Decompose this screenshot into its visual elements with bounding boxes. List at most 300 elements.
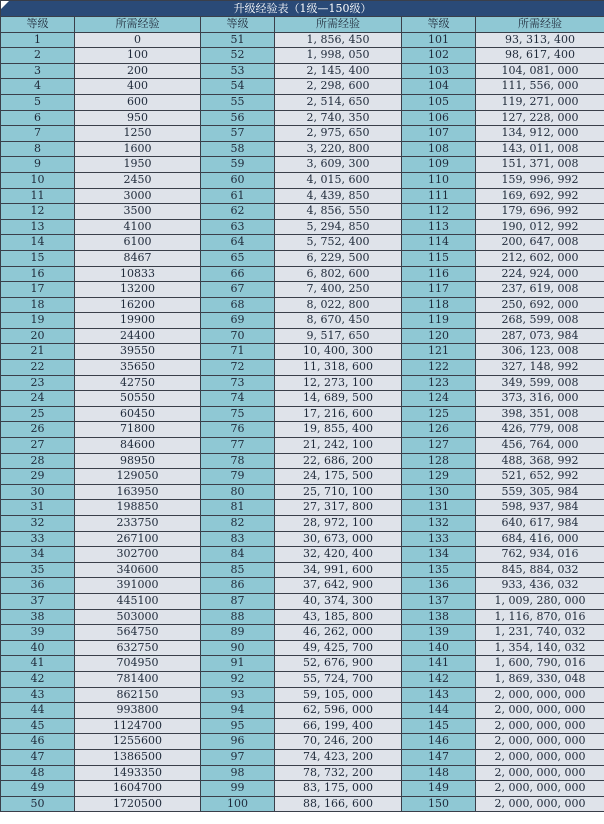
level-cell: 61 xyxy=(201,188,275,204)
xp-cell: 13200 xyxy=(75,282,201,298)
xp-cell: 24400 xyxy=(75,328,201,344)
xp-cell: 600 xyxy=(75,94,201,110)
level-cell: 15 xyxy=(1,250,75,266)
level-cell: 77 xyxy=(201,438,275,454)
xp-cell: 398, 351, 008 xyxy=(476,406,604,422)
level-cell: 120 xyxy=(402,328,476,344)
level-cell: 14 xyxy=(1,235,75,251)
level-cell: 108 xyxy=(402,141,476,157)
level-cell: 63 xyxy=(201,219,275,235)
level-cell: 139 xyxy=(402,625,476,641)
level-cell: 9 xyxy=(1,157,75,173)
level-cell: 101 xyxy=(402,32,476,48)
xp-cell: 16200 xyxy=(75,297,201,313)
level-cell: 117 xyxy=(402,282,476,298)
xp-cell: 2, 298, 600 xyxy=(275,79,402,95)
xp-cell: 39550 xyxy=(75,344,201,360)
xp-cell: 1250 xyxy=(75,126,201,142)
xp-cell: 268, 599, 008 xyxy=(476,313,604,329)
table-row xyxy=(1,718,604,734)
table-row xyxy=(1,344,604,360)
table-row xyxy=(1,671,604,687)
xp-cell: 2, 514, 650 xyxy=(275,94,402,110)
level-cell: 107 xyxy=(402,126,476,142)
header-xp-2: 所需经验 xyxy=(275,17,402,33)
level-cell: 49 xyxy=(1,781,75,797)
level-cell: 142 xyxy=(402,671,476,687)
xp-cell: 267100 xyxy=(75,531,201,547)
level-cell: 52 xyxy=(201,48,275,64)
table-row xyxy=(1,32,604,48)
level-cell: 85 xyxy=(201,562,275,578)
level-cell: 42 xyxy=(1,671,75,687)
xp-cell: 1600 xyxy=(75,141,201,157)
xp-cell: 60450 xyxy=(75,406,201,422)
level-cell: 135 xyxy=(402,562,476,578)
table-row xyxy=(1,63,604,79)
level-cell: 54 xyxy=(201,79,275,95)
header-row xyxy=(1,17,604,33)
xp-cell: 179, 696, 992 xyxy=(476,204,604,220)
xp-cell: 134, 912, 000 xyxy=(476,126,604,142)
table-row xyxy=(1,609,604,625)
xp-cell: 445100 xyxy=(75,593,201,609)
xp-cell: 40, 374, 300 xyxy=(275,593,402,609)
xp-cell: 198850 xyxy=(75,500,201,516)
level-cell: 105 xyxy=(402,94,476,110)
xp-cell: 933, 436, 032 xyxy=(476,578,604,594)
xp-cell: 11, 318, 600 xyxy=(275,360,402,376)
level-cell: 38 xyxy=(1,609,75,625)
level-cell: 71 xyxy=(201,344,275,360)
table-row xyxy=(1,391,604,407)
level-cell: 36 xyxy=(1,578,75,594)
level-cell: 59 xyxy=(201,157,275,173)
table-row xyxy=(1,79,604,95)
level-cell: 104 xyxy=(402,79,476,95)
xp-cell: 71800 xyxy=(75,422,201,438)
xp-cell: 111, 556, 000 xyxy=(476,79,604,95)
xp-cell: 6100 xyxy=(75,235,201,251)
table-row xyxy=(1,266,604,282)
level-cell: 67 xyxy=(201,282,275,298)
xp-cell: 35650 xyxy=(75,360,201,376)
xp-cell: 42750 xyxy=(75,375,201,391)
table-row xyxy=(1,484,604,500)
level-cell: 21 xyxy=(1,344,75,360)
table-row xyxy=(1,328,604,344)
xp-cell: 559, 305, 984 xyxy=(476,484,604,500)
xp-cell: 5, 752, 400 xyxy=(275,235,402,251)
level-cell: 147 xyxy=(402,749,476,765)
xp-cell: 1493350 xyxy=(75,765,201,781)
level-cell: 78 xyxy=(201,453,275,469)
xp-cell: 34, 991, 600 xyxy=(275,562,402,578)
level-cell: 124 xyxy=(402,391,476,407)
xp-cell: 302700 xyxy=(75,547,201,563)
table-row xyxy=(1,687,604,703)
xp-cell: 1, 354, 140, 032 xyxy=(476,640,604,656)
xp-cell: 1255600 xyxy=(75,734,201,750)
level-cell: 64 xyxy=(201,235,275,251)
xp-cell: 2450 xyxy=(75,172,201,188)
level-cell: 57 xyxy=(201,126,275,142)
xp-cell: 1, 009, 280, 000 xyxy=(476,593,604,609)
xp-cell: 640, 617, 984 xyxy=(476,516,604,532)
level-cell: 75 xyxy=(201,406,275,422)
table-row xyxy=(1,781,604,797)
header-level-2: 等级 xyxy=(201,17,275,33)
xp-cell: 503000 xyxy=(75,609,201,625)
table-row xyxy=(1,282,604,298)
xp-cell: 3500 xyxy=(75,204,201,220)
xp-cell: 50550 xyxy=(75,391,201,407)
level-cell: 89 xyxy=(201,625,275,641)
table-row xyxy=(1,703,604,719)
xp-cell: 4, 015, 600 xyxy=(275,172,402,188)
level-cell: 73 xyxy=(201,375,275,391)
level-cell: 18 xyxy=(1,297,75,313)
level-cell: 93 xyxy=(201,687,275,703)
xp-cell: 151, 371, 008 xyxy=(476,157,604,173)
xp-cell: 84600 xyxy=(75,438,201,454)
level-cell: 94 xyxy=(201,703,275,719)
header-level-1: 等级 xyxy=(1,17,75,33)
level-cell: 33 xyxy=(1,531,75,547)
level-cell: 99 xyxy=(201,781,275,797)
level-cell: 23 xyxy=(1,375,75,391)
level-cell: 96 xyxy=(201,734,275,750)
xp-cell: 1950 xyxy=(75,157,201,173)
level-cell: 32 xyxy=(1,516,75,532)
title-row xyxy=(1,1,604,17)
xp-cell: 250, 692, 000 xyxy=(476,297,604,313)
xp-cell: 349, 599, 008 xyxy=(476,375,604,391)
xp-cell: 1720500 xyxy=(75,796,201,812)
table-row xyxy=(1,141,604,157)
table-row xyxy=(1,593,604,609)
table-row xyxy=(1,531,604,547)
xp-cell: 704950 xyxy=(75,656,201,672)
xp-cell: 233750 xyxy=(75,516,201,532)
xp-cell: 287, 073, 984 xyxy=(476,328,604,344)
level-cell: 106 xyxy=(402,110,476,126)
xp-cell: 190, 012, 992 xyxy=(476,219,604,235)
xp-cell: 62, 596, 000 xyxy=(275,703,402,719)
level-cell: 140 xyxy=(402,640,476,656)
xp-cell: 17, 216, 600 xyxy=(275,406,402,422)
xp-cell: 49, 425, 700 xyxy=(275,640,402,656)
level-cell: 114 xyxy=(402,235,476,251)
table-row xyxy=(1,172,604,188)
level-cell: 22 xyxy=(1,360,75,376)
level-cell: 83 xyxy=(201,531,275,547)
xp-cell: 4, 856, 550 xyxy=(275,204,402,220)
level-cell: 128 xyxy=(402,453,476,469)
level-cell: 91 xyxy=(201,656,275,672)
xp-cell: 598, 937, 984 xyxy=(476,500,604,516)
table-row xyxy=(1,188,604,204)
xp-cell: 488, 368, 992 xyxy=(476,453,604,469)
xp-cell: 88, 166, 600 xyxy=(275,796,402,812)
xp-cell: 163950 xyxy=(75,484,201,500)
table-row xyxy=(1,235,604,251)
level-cell: 130 xyxy=(402,484,476,500)
level-cell: 24 xyxy=(1,391,75,407)
table-row xyxy=(1,765,604,781)
level-cell: 122 xyxy=(402,360,476,376)
xp-cell: 119, 271, 000 xyxy=(476,94,604,110)
level-cell: 126 xyxy=(402,422,476,438)
xp-cell: 98, 617, 400 xyxy=(476,48,604,64)
xp-cell: 3, 609, 300 xyxy=(275,157,402,173)
xp-cell: 1, 600, 790, 016 xyxy=(476,656,604,672)
xp-cell: 14, 689, 500 xyxy=(275,391,402,407)
xp-cell: 127, 228, 000 xyxy=(476,110,604,126)
level-cell: 26 xyxy=(1,422,75,438)
xp-cell: 950 xyxy=(75,110,201,126)
level-cell: 92 xyxy=(201,671,275,687)
xp-cell: 2, 000, 000, 000 xyxy=(476,781,604,797)
level-cell: 109 xyxy=(402,157,476,173)
level-cell: 132 xyxy=(402,516,476,532)
xp-cell: 12, 273, 100 xyxy=(275,375,402,391)
xp-cell: 52, 676, 900 xyxy=(275,656,402,672)
xp-cell: 224, 924, 000 xyxy=(476,266,604,282)
level-cell: 125 xyxy=(402,406,476,422)
level-cell: 45 xyxy=(1,718,75,734)
xp-cell: 373, 316, 000 xyxy=(476,391,604,407)
level-cell: 65 xyxy=(201,250,275,266)
level-cell: 144 xyxy=(402,703,476,719)
level-cell: 119 xyxy=(402,313,476,329)
xp-cell: 327, 148, 992 xyxy=(476,360,604,376)
header-level-3: 等级 xyxy=(402,17,476,33)
level-cell: 82 xyxy=(201,516,275,532)
table-row xyxy=(1,453,604,469)
xp-cell: 200, 647, 008 xyxy=(476,235,604,251)
level-cell: 58 xyxy=(201,141,275,157)
table-title xyxy=(1,1,604,17)
xp-cell: 59, 105, 000 xyxy=(275,687,402,703)
xp-cell: 74, 423, 200 xyxy=(275,749,402,765)
level-cell: 16 xyxy=(1,266,75,282)
level-cell: 100 xyxy=(201,796,275,812)
level-cell: 80 xyxy=(201,484,275,500)
header-xp-3: 所需经验 xyxy=(476,17,604,33)
level-cell: 8 xyxy=(1,141,75,157)
level-cell: 74 xyxy=(201,391,275,407)
xp-cell: 391000 xyxy=(75,578,201,594)
table-row xyxy=(1,656,604,672)
level-cell: 50 xyxy=(1,796,75,812)
level-cell: 133 xyxy=(402,531,476,547)
table-row xyxy=(1,406,604,422)
level-cell: 53 xyxy=(201,63,275,79)
level-cell: 13 xyxy=(1,219,75,235)
level-cell: 56 xyxy=(201,110,275,126)
table-row xyxy=(1,500,604,516)
level-cell: 70 xyxy=(201,328,275,344)
header-xp-1: 所需经验 xyxy=(75,17,201,33)
xp-cell: 21, 242, 100 xyxy=(275,438,402,454)
xp-cell: 521, 652, 992 xyxy=(476,469,604,485)
xp-cell: 37, 642, 900 xyxy=(275,578,402,594)
level-cell: 137 xyxy=(402,593,476,609)
xp-cell: 8, 670, 450 xyxy=(275,313,402,329)
level-cell: 66 xyxy=(201,266,275,282)
level-cell: 72 xyxy=(201,360,275,376)
level-cell: 88 xyxy=(201,609,275,625)
xp-cell: 781400 xyxy=(75,671,201,687)
xp-cell: 10833 xyxy=(75,266,201,282)
table-row xyxy=(1,796,604,812)
level-cell: 40 xyxy=(1,640,75,656)
xp-cell: 306, 123, 008 xyxy=(476,344,604,360)
xp-cell: 46, 262, 000 xyxy=(275,625,402,641)
xp-cell: 22, 686, 200 xyxy=(275,453,402,469)
xp-cell: 340600 xyxy=(75,562,201,578)
table-row xyxy=(1,749,604,765)
xp-cell: 564750 xyxy=(75,625,201,641)
xp-cell: 993800 xyxy=(75,703,201,719)
xp-cell: 632750 xyxy=(75,640,201,656)
level-cell: 55 xyxy=(201,94,275,110)
level-cell: 62 xyxy=(201,204,275,220)
level-cell: 19 xyxy=(1,313,75,329)
level-cell: 5 xyxy=(1,94,75,110)
level-cell: 69 xyxy=(201,313,275,329)
xp-cell: 2, 000, 000, 000 xyxy=(476,734,604,750)
xp-cell: 212, 602, 000 xyxy=(476,250,604,266)
xp-cell: 129050 xyxy=(75,469,201,485)
level-cell: 118 xyxy=(402,297,476,313)
level-cell: 87 xyxy=(201,593,275,609)
level-cell: 39 xyxy=(1,625,75,641)
xp-cell: 28, 972, 100 xyxy=(275,516,402,532)
table-row xyxy=(1,375,604,391)
level-cell: 34 xyxy=(1,547,75,563)
xp-cell: 4, 439, 850 xyxy=(275,188,402,204)
xp-cell: 1124700 xyxy=(75,718,201,734)
level-cell: 102 xyxy=(402,48,476,64)
level-cell: 27 xyxy=(1,438,75,454)
xp-cell: 862150 xyxy=(75,687,201,703)
xp-cell: 19900 xyxy=(75,313,201,329)
corner-triangle-icon xyxy=(1,1,9,9)
level-cell: 7 xyxy=(1,126,75,142)
xp-cell: 8467 xyxy=(75,250,201,266)
xp-cell: 25, 710, 100 xyxy=(275,484,402,500)
level-cell: 2 xyxy=(1,48,75,64)
xp-cell: 98950 xyxy=(75,453,201,469)
level-cell: 28 xyxy=(1,453,75,469)
table-row xyxy=(1,578,604,594)
level-cell: 111 xyxy=(402,188,476,204)
xp-cell: 1, 116, 870, 016 xyxy=(476,609,604,625)
table-row xyxy=(1,438,604,454)
xp-cell: 2, 000, 000, 000 xyxy=(476,703,604,719)
table-row xyxy=(1,562,604,578)
level-cell: 68 xyxy=(201,297,275,313)
xp-cell: 684, 416, 000 xyxy=(476,531,604,547)
level-cell: 51 xyxy=(201,32,275,48)
xp-cell: 1, 231, 740, 032 xyxy=(476,625,604,641)
xp-cell: 1, 856, 450 xyxy=(275,32,402,48)
level-cell: 41 xyxy=(1,656,75,672)
level-cell: 131 xyxy=(402,500,476,516)
level-cell: 86 xyxy=(201,578,275,594)
level-cell: 121 xyxy=(402,344,476,360)
xp-cell: 1, 998, 050 xyxy=(275,48,402,64)
table-row xyxy=(1,422,604,438)
xp-cell: 66, 199, 400 xyxy=(275,718,402,734)
level-cell: 136 xyxy=(402,578,476,594)
level-cell: 103 xyxy=(402,63,476,79)
level-cell: 112 xyxy=(402,204,476,220)
xp-cell: 5, 294, 850 xyxy=(275,219,402,235)
xp-cell: 143, 011, 008 xyxy=(476,141,604,157)
level-cell: 47 xyxy=(1,749,75,765)
level-cell: 116 xyxy=(402,266,476,282)
table-title-text: 升级经验表（1级—150级） xyxy=(233,2,372,15)
level-cell: 146 xyxy=(402,734,476,750)
level-cell: 95 xyxy=(201,718,275,734)
xp-cell: 70, 246, 200 xyxy=(275,734,402,750)
level-cell: 141 xyxy=(402,656,476,672)
xp-cell: 10, 400, 300 xyxy=(275,344,402,360)
xp-cell: 7, 400, 250 xyxy=(275,282,402,298)
level-cell: 37 xyxy=(1,593,75,609)
level-cell: 127 xyxy=(402,438,476,454)
xp-cell: 19, 855, 400 xyxy=(275,422,402,438)
xp-cell: 27, 317, 800 xyxy=(275,500,402,516)
xp-cell: 2, 000, 000, 000 xyxy=(476,687,604,703)
xp-cell: 100 xyxy=(75,48,201,64)
xp-cell: 4100 xyxy=(75,219,201,235)
xp-cell: 2, 000, 000, 000 xyxy=(476,718,604,734)
xp-cell: 1604700 xyxy=(75,781,201,797)
level-cell: 4 xyxy=(1,79,75,95)
xp-cell: 3, 220, 800 xyxy=(275,141,402,157)
level-cell: 44 xyxy=(1,703,75,719)
table-row xyxy=(1,157,604,173)
xp-cell: 2, 000, 000, 000 xyxy=(476,749,604,765)
xp-cell: 2, 740, 350 xyxy=(275,110,402,126)
level-cell: 30 xyxy=(1,484,75,500)
xp-cell: 426, 779, 008 xyxy=(476,422,604,438)
table-row xyxy=(1,219,604,235)
level-cell: 48 xyxy=(1,765,75,781)
level-cell: 143 xyxy=(402,687,476,703)
table-row xyxy=(1,204,604,220)
level-cell: 110 xyxy=(402,172,476,188)
xp-cell: 6, 229, 500 xyxy=(275,250,402,266)
level-cell: 148 xyxy=(402,765,476,781)
level-cell: 90 xyxy=(201,640,275,656)
table-row xyxy=(1,250,604,266)
xp-cell: 762, 934, 016 xyxy=(476,547,604,563)
table-body xyxy=(1,1,604,812)
xp-cell: 400 xyxy=(75,79,201,95)
table-row xyxy=(1,734,604,750)
level-cell: 10 xyxy=(1,172,75,188)
xp-cell: 9, 517, 650 xyxy=(275,328,402,344)
xp-cell: 32, 420, 400 xyxy=(275,547,402,563)
xp-cell: 83, 175, 000 xyxy=(275,781,402,797)
level-cell: 11 xyxy=(1,188,75,204)
level-cell: 3 xyxy=(1,63,75,79)
